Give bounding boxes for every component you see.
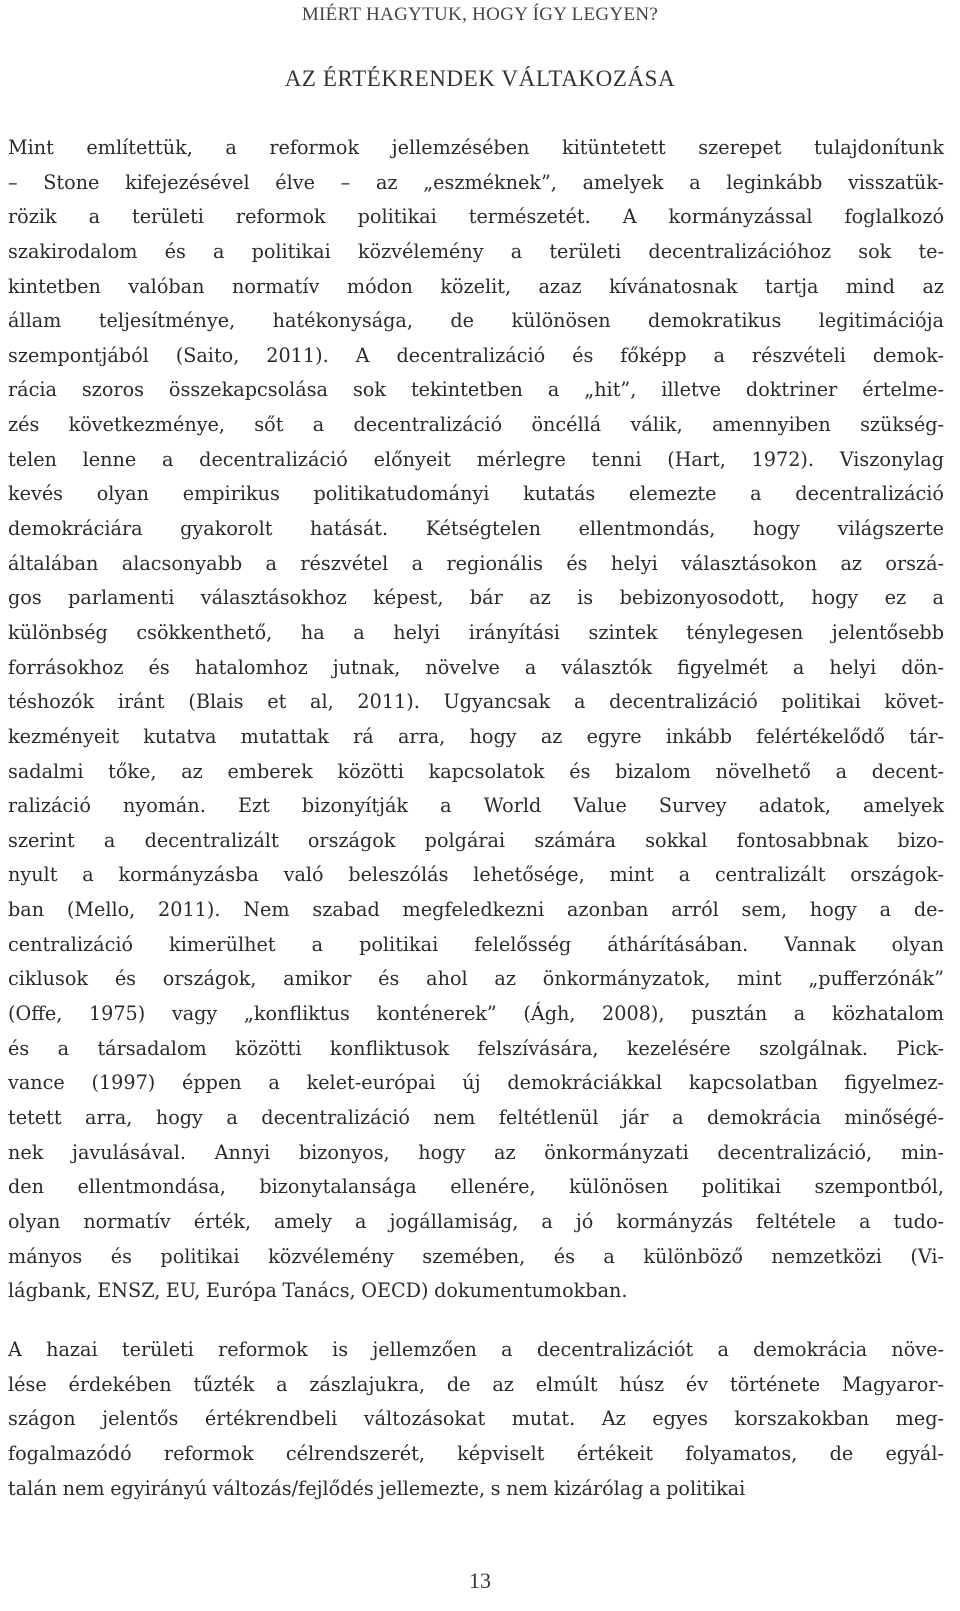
text-line: rözik a területi reformok politikai természetét. A kormányzással foglalkozó: [8, 205, 944, 229]
text-line: nek javulásával. Annyi bizonyos, hogy az önkormányzati decentralizáció, min-: [8, 1140, 944, 1164]
text-line: szakirodalom és a politikai közvélemény a területi decentralizációhoz sok te-: [8, 239, 944, 263]
text-line: ciklusok és országok, amikor és ahol az önkormányzatok, mint „pufferzónák”: [8, 967, 944, 991]
text-line: nyult a kormányzásba való beleszólás lehetősége, mint a centralizált országok-: [8, 863, 944, 887]
text-line: állam teljesítménye, hatékonysága, de különösen demokratikus legitimációja: [8, 309, 944, 333]
text-line: ralizáció nyomán. Ezt bizonyítják a World Value Survey adatok, amelyek: [8, 794, 944, 818]
running-header: MIÉRT HAGYTUK, HOGY ÍGY LEGYEN?: [301, 4, 659, 25]
text-line: demokráciára gyakorolt hatását. Kétségtelen ellentmondás, hogy világszerte: [8, 517, 944, 541]
text-line: Mint említettük, a reformok jellemzésében kitüntetett szerepet tulajdonítunk: [8, 136, 944, 159]
text-line: vance (1997) éppen a kelet-európai új demokráciákkal kapcsolatban figyelmez-: [8, 1071, 944, 1095]
text-line: A hazai területi reformok is jellemzően a decentralizációt a demokrácia növe-: [8, 1338, 944, 1361]
section-title: AZ ÉRTÉKRENDEK VÁLTAKOZÁSA: [284, 66, 676, 91]
text-line: kintetben valóban normatív módon közelit, azaz kívánatosnak tartja mind az: [8, 274, 944, 298]
text-line: gos parlamenti választásokhoz képest, bár az is bebizonyosodott, hogy ez a: [8, 586, 944, 610]
text-line: téshozók iránt (Blais et al, 2011). Ugyancsak a decentralizáció politikai követ-: [8, 690, 944, 714]
text-line: zés következménye, sőt a decentralizáció öncéllá válik, amennyiben szükség-: [8, 413, 944, 437]
text-line: kezményeit kutatva mutattak rá arra, hogy az egyre inkább felértékelődő tár-: [8, 724, 944, 748]
text-line: talán nem egyirányú változás/fejlődés jellemezte, s nem kizárólag a politikai: [8, 1476, 746, 1500]
text-line: olyan normatív érték, amely a jogállamiság, a jó kormányzás feltétele a tudo-: [8, 1209, 944, 1233]
text-line: lése érdekében tűzték a zászlajukra, de az elmúlt húsz év története Magyaror-: [8, 1372, 944, 1396]
text-line: ban (Mello, 2011). Nem szabad megfeledkezni azonban arról sem, hogy a de-: [8, 898, 944, 922]
text-line: forrásokhoz és hatalomhoz jutnak, növelve a választók figyelmét a helyi dön-: [8, 655, 944, 679]
text-line: tetett arra, hogy a decentralizáció nem feltétlenül jár a demokrácia minőségé-: [8, 1105, 944, 1129]
page-number: 13: [469, 1568, 491, 1593]
text-line: lágbank, ENSZ, EU, Európa Tanács, OECD) dokumentumokban.: [8, 1279, 628, 1303]
text-line: centralizáció kimerülhet a politikai felelősség áthárításában. Vannak olyan: [8, 932, 944, 956]
text-line: különbség csökkenthető, ha a helyi irányítási szintek ténylegesen jelentősebb: [8, 620, 944, 644]
paragraph-1: [8, 131, 944, 1309]
text-line: szágon jelentős értékrendbeli változásokat mutat. Az egyes korszakokban meg-: [8, 1407, 944, 1431]
text-line: mányos és politikai közvélemény szemében, és a különböző nemzetközi (Vi-: [8, 1244, 944, 1268]
text-line: – Stone kifejezésével élve – az „eszméknek”, amelyek a leginkább visszatük-: [8, 170, 944, 194]
text-line: szempontjából (Saito, 2011). A decentralizáció és főképp a részvételi demok-: [8, 343, 944, 367]
text-line: rácia szoros összekapcsolása sok tekintetben a „hit”, illetve doktriner értelme-: [8, 378, 944, 402]
text-line: általában alacsonyabb a részvétel a regionális és helyi választásokon az orszá-: [8, 551, 944, 575]
text-line: szerint a decentralizált országok polgárai számára sokkal fontosabbnak bizo-: [8, 828, 944, 852]
text-line: telen lenne a decentralizáció előnyeit mérlegre tenni (Hart, 1972). Viszonylag: [8, 447, 944, 471]
text-line: és a társadalom közötti konfliktusok felszívására, kezelésére szolgálnak. Pick-: [8, 1036, 944, 1060]
text-line: sadalmi tőke, az emberek közötti kapcsolatok és bizalom növelhető a decent-: [8, 759, 944, 783]
text-line: den ellentmondása, bizonytalansága ellenére, különösen politikai szempontból,: [8, 1175, 944, 1199]
paragraph-2: [8, 1333, 944, 1506]
text-line: fogalmazódó reformok célrendszerét, képviselt értékeit folyamatos, de egyál-: [8, 1441, 944, 1465]
text-line: (Offe, 1975) vagy „konfliktus konténerek” (Ágh, 2008), pusztán a közhatalom: [8, 1002, 944, 1026]
text-line: kevés olyan empirikus politikatudományi kutatás elemezte a decentralizáció: [8, 482, 944, 506]
